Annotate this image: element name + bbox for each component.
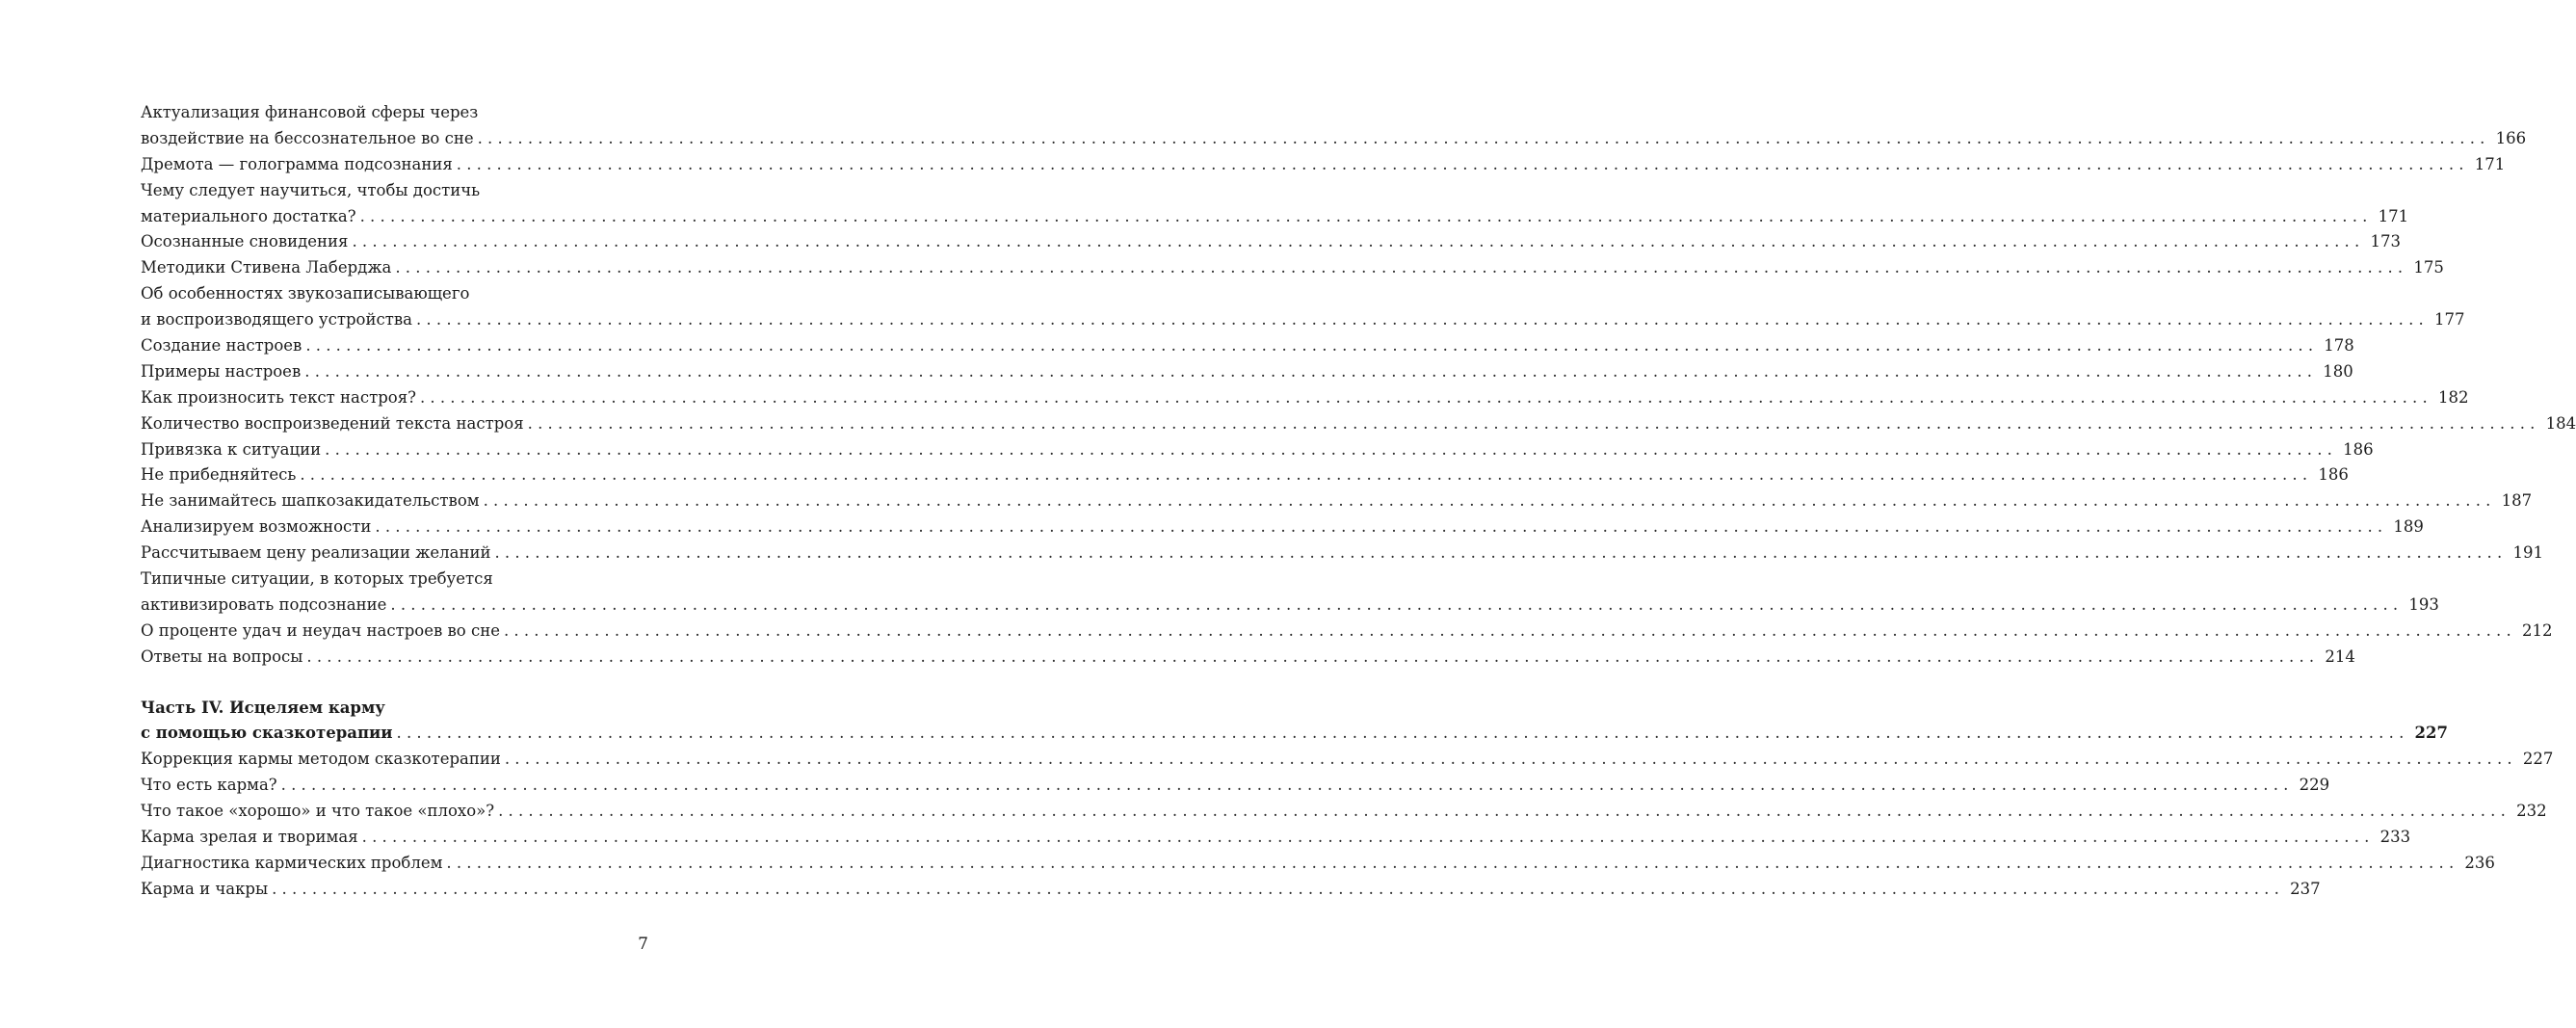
toc-entry-line: [141, 825, 2411, 851]
toc-entry-page: 193: [2408, 594, 2439, 614]
toc-entry: [141, 645, 2355, 671]
toc-entry-line: [141, 567, 645, 593]
toc-entry-title: Ответы на вопросы: [141, 646, 303, 666]
toc-entry-title: материального достатка?: [141, 206, 356, 225]
toc-entry: [141, 825, 2411, 851]
toc-entry-title: Создание настроев: [141, 336, 302, 356]
leader-dots: ........................................................................................................................................................................................................: [359, 206, 2373, 225]
leader-dots: ........................................................................................................................................................................................................: [304, 361, 2318, 381]
toc-entry-title: и воспроизводящего устройства: [141, 310, 412, 329]
toc-entry-title: Не занимайтесь шапкозакидательством: [141, 491, 480, 511]
toc-entry-line: [141, 281, 645, 307]
toc-entry-title: активизировать подсознание: [141, 594, 387, 614]
leader-dots: ........................................................................................................................................................................................................: [361, 828, 2375, 847]
leader-dots: ........................................................................................................................................................................................................: [300, 465, 2313, 485]
toc-entry-title: Как произносить текст настроя?: [141, 387, 416, 407]
toc-entry-line: [141, 721, 2448, 747]
toc-entry: [141, 100, 2527, 152]
toc-entry-line: [141, 178, 645, 204]
leader-dots: ........................................................................................................................................................................................................: [352, 232, 2365, 251]
toc-entry: [141, 462, 2349, 488]
toc-entry-title: Актуализация финансовой сферы через: [141, 103, 479, 121]
toc-entry-page: 182: [2437, 387, 2469, 407]
toc-entry-page: 171: [2474, 154, 2506, 173]
toc-entry: [141, 333, 2354, 359]
toc-entry-page: 229: [2299, 776, 2330, 795]
leader-dots: ........................................................................................................................................................................................................: [395, 258, 2408, 277]
leader-dots: ........................................................................................................................................................................................................: [419, 387, 2432, 407]
toc-entry-title: Примеры настроев: [141, 361, 302, 381]
toc-entry-page: 175: [2413, 258, 2444, 277]
toc-entry-title: Количество воспроизведений текста настроя: [141, 413, 524, 433]
toc-entry: [141, 359, 2353, 385]
toc-entry-line: [141, 696, 645, 722]
toc-entry-line: [141, 204, 2409, 230]
toc-entry-page: 171: [2378, 206, 2409, 225]
leader-dots: ........................................................................................................................................................................................................: [396, 724, 2409, 743]
toc-part-entries: [141, 747, 2554, 902]
leader-dots: ........................................................................................................................................................................................................: [306, 646, 2320, 666]
toc-entry-line: [141, 437, 2374, 463]
toc-entry-page: 189: [2393, 517, 2424, 537]
toc-entry-title: Что такое «хорошо» и что такое «плохо»?: [141, 802, 495, 821]
toc-entry-page: 184: [2545, 413, 2576, 433]
toc-entry-title: Коррекция кармы методом сказкотерапии: [141, 750, 501, 769]
toc-entry: [141, 178, 2409, 230]
toc-entry: [141, 281, 2465, 333]
toc-entry-page: 186: [2343, 439, 2374, 459]
toc-entry-page: 178: [2324, 336, 2354, 356]
toc-entry-page: 232: [2516, 802, 2547, 821]
toc-entry-title: Что есть карма?: [141, 776, 277, 795]
toc-entry-line: [141, 229, 2401, 255]
toc-entry-page: 177: [2433, 310, 2465, 329]
leader-dots: ........................................................................................................................................................................................................: [390, 594, 2404, 614]
leader-dots: ........................................................................................................................................................................................................: [456, 154, 2469, 173]
toc-entry-page: 214: [2325, 646, 2355, 666]
toc-entry-line: [141, 619, 2553, 645]
toc-entry-line: [141, 359, 2353, 385]
toc-entry-page: 237: [2290, 879, 2321, 898]
toc-entry-title: Привязка к ситуации: [141, 439, 322, 459]
leader-dots: ........................................................................................................................................................................................................: [272, 879, 2285, 898]
leader-dots: ........................................................................................................................................................................................................: [280, 776, 2294, 795]
toc-part-entry: [141, 696, 2448, 748]
toc-entry-line: [141, 773, 2330, 799]
toc-entry-page: 187: [2501, 491, 2533, 511]
toc-entry-title: Анализируем возможности: [141, 517, 372, 537]
leader-dots: ........................................................................................................................................................................................................: [498, 802, 2511, 821]
toc-entry-page: 212: [2521, 620, 2553, 640]
toc-entry-title: воздействие на бессознательное во сне: [141, 128, 474, 147]
toc-entry-title: Методики Стивена Лаберджа: [141, 258, 392, 277]
leader-dots: ........................................................................................................................................................................................................: [415, 310, 2429, 329]
toc-entry-title: Карма зрелая и творимая: [141, 828, 358, 847]
toc-entry: [141, 385, 2469, 411]
toc-entry: [141, 411, 2576, 437]
toc-entry-page: 233: [2379, 828, 2411, 847]
page-number: 7: [638, 935, 648, 954]
toc-entry-page: 227: [2414, 724, 2448, 743]
toc-entry-title: Осознанные сновидения: [141, 232, 349, 251]
leader-dots: ........................................................................................................................................................................................................: [503, 620, 2516, 640]
toc-entry-page: 227: [2522, 750, 2554, 769]
leader-dots: ........................................................................................................................................................................................................: [483, 491, 2496, 511]
toc-entry: [141, 488, 2533, 514]
part-spacer: [141, 671, 645, 696]
toc-entry-page: 173: [2370, 232, 2401, 251]
leader-dots: ........................................................................................................................................................................................................: [325, 439, 2338, 459]
toc-entry-title: О проценте удач и неудач настроев во сне: [141, 620, 500, 640]
toc-entry: [141, 747, 2554, 773]
toc-entry-line: [141, 851, 2495, 877]
toc-entry-line: [141, 411, 2576, 437]
toc-entry: [141, 567, 2439, 619]
toc-entry-title: Типичные ситуации, в которых требуется: [141, 569, 493, 589]
toc-entry: [141, 540, 2543, 567]
toc-entry: [141, 877, 2321, 903]
toc-entry-page: 236: [2464, 853, 2495, 872]
toc-part-heading: [141, 696, 2448, 748]
leader-dots: ........................................................................................................................................................................................................: [477, 128, 2490, 147]
toc-entry-line: [141, 877, 2321, 903]
toc-entry: [141, 255, 2444, 281]
leader-dots: ........................................................................................................................................................................................................: [494, 543, 2508, 563]
toc-entry-line: [141, 307, 2465, 333]
toc-entry-title: с помощью сказкотерапии: [141, 724, 393, 743]
toc-entry-line: [141, 488, 2533, 514]
toc-entry-page: 166: [2495, 128, 2527, 147]
toc-entry-line: [141, 152, 2506, 178]
table-of-contents: [141, 100, 2576, 903]
toc-entry-line: [141, 645, 2355, 671]
toc-entry-page: 180: [2323, 361, 2353, 381]
leader-dots: ........................................................................................................................................................................................................: [375, 517, 2388, 537]
toc-entry-title: Чему следует научиться, чтобы достичь: [141, 180, 481, 199]
toc-entry-line: [141, 799, 2547, 825]
toc-entry-title: Дремота — голограмма подсознания: [141, 154, 453, 173]
leader-dots: ........................................................................................................................................................................................................: [446, 853, 2459, 872]
toc-entry-line: [141, 255, 2444, 281]
leader-dots: ........................................................................................................................................................................................................: [504, 750, 2517, 769]
toc-entry: [141, 619, 2553, 645]
toc-entry: [141, 851, 2495, 877]
toc-entry: [141, 514, 2424, 540]
leader-dots: ........................................................................................................................................................................................................: [305, 336, 2319, 356]
toc-entry: [141, 152, 2506, 178]
toc-entry-title: Об особенностях звукозаписывающего: [141, 284, 470, 303]
toc-entry-line: [141, 385, 2469, 411]
toc-entry: [141, 437, 2374, 463]
toc-entry-line: [141, 462, 2349, 488]
toc-entry-line: [141, 126, 2527, 152]
toc-entry-page: 191: [2512, 543, 2543, 563]
toc-entry-line: [141, 747, 2554, 773]
toc-entry-line: [141, 540, 2543, 567]
toc-entry-line: [141, 100, 645, 126]
toc-entry-line: [141, 514, 2424, 540]
toc-entry-line: [141, 333, 2354, 359]
toc-entry: [141, 229, 2401, 255]
toc-entry-title: Не прибедняйтесь: [141, 465, 297, 485]
toc-entry-title: Диагностика кармических проблем: [141, 853, 443, 872]
toc-entry-title: Часть IV. Исцеляем карму: [141, 698, 385, 717]
toc-entry-title: Рассчитываем цену реализации желаний: [141, 543, 491, 563]
toc-entry-page: 186: [2318, 465, 2349, 485]
toc-entry: [141, 773, 2330, 799]
toc-entry-title: Карма и чакры: [141, 879, 269, 898]
leader-dots: ........................................................................................................................................................................................................: [527, 413, 2540, 433]
toc-section-entries: [141, 100, 2576, 671]
toc-entry: [141, 799, 2547, 825]
toc-entry-line: [141, 593, 2439, 619]
